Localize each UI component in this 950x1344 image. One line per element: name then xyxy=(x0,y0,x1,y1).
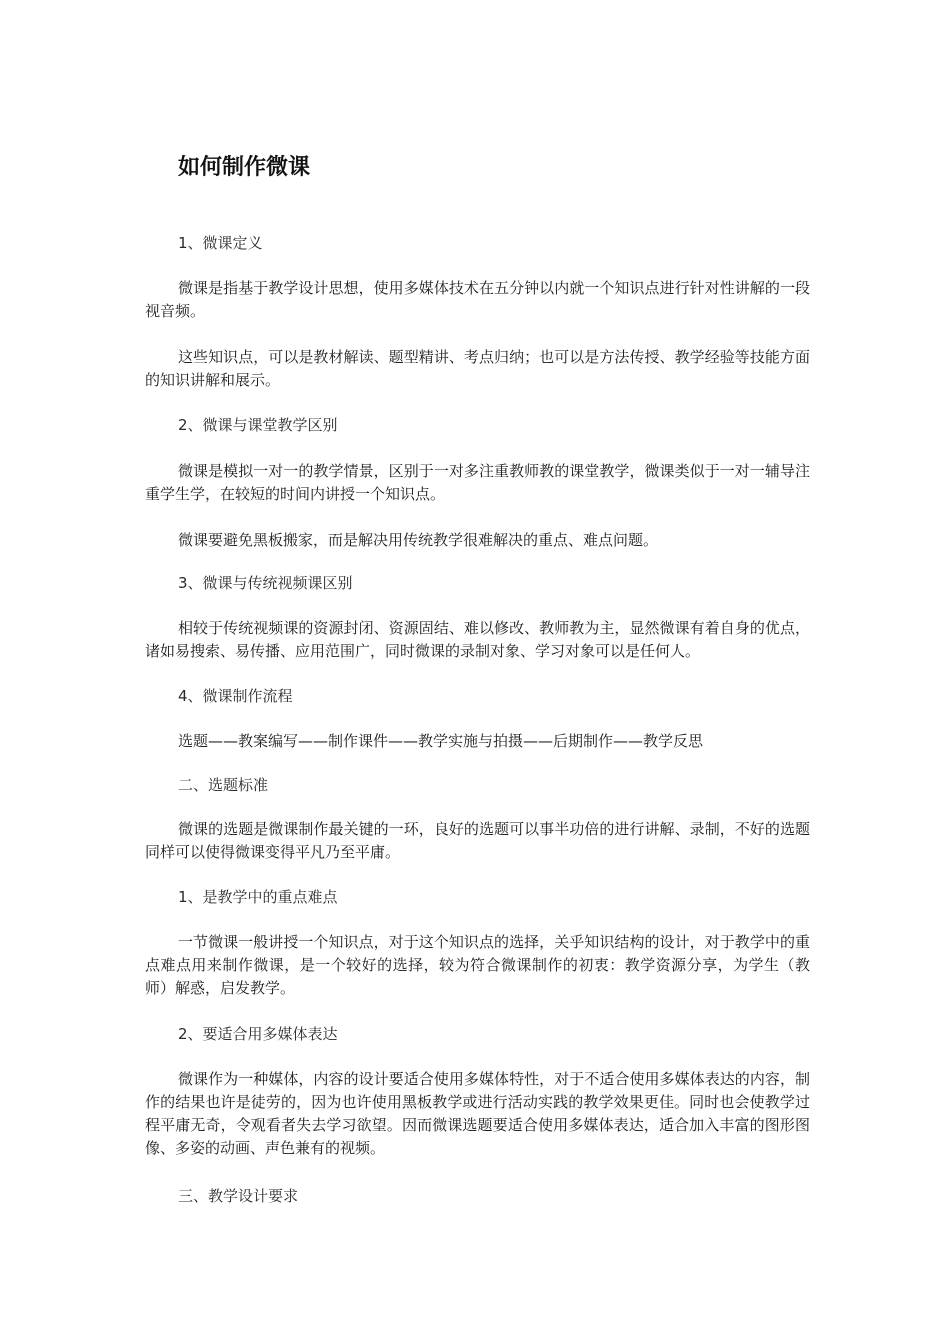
paragraph xyxy=(145,818,810,864)
section-heading xyxy=(145,414,810,437)
heading-text: 二、选题标准 xyxy=(178,776,269,794)
section-heading xyxy=(145,572,810,595)
paragraph xyxy=(145,931,810,1000)
paragraph-text: 微课的选题是微课制作最关键的一环，良好的选题可以事半功倍的进行讲解、录制，不好的选题同样可以使得微课变得平凡乃至平庸。 xyxy=(145,820,810,861)
section-heading xyxy=(145,774,810,797)
paragraph xyxy=(145,277,810,323)
paragraph xyxy=(145,617,810,663)
heading-text: 4、微课制作流程 xyxy=(178,687,293,705)
section-heading xyxy=(145,1185,810,1208)
section-heading xyxy=(145,886,810,909)
paragraph-text: 选题——教案编写——制作课件——教学实施与拍摄——后期制作——教学反思 xyxy=(178,732,704,750)
heading-text: 2、要适合用多媒体表达 xyxy=(178,1025,338,1043)
paragraph xyxy=(145,460,810,506)
paragraph-text: 微课是模拟一对一的教学情景，区别于一对多注重教师教的课堂教学，微课类似于一对一辅导注重学生学，在较短的时间内讲授一个知识点。 xyxy=(145,462,810,503)
heading-text: 3、微课与传统视频课区别 xyxy=(178,574,353,592)
section-heading xyxy=(145,685,810,708)
paragraph xyxy=(145,1068,810,1160)
heading-text: 1、微课定义 xyxy=(178,234,263,252)
paragraph xyxy=(145,346,810,392)
heading-text: 1、是教学中的重点难点 xyxy=(178,888,338,906)
heading-text: 2、微课与课堂教学区别 xyxy=(178,416,338,434)
heading-text: 三、教学设计要求 xyxy=(178,1187,299,1205)
section-heading xyxy=(145,1023,810,1046)
section-heading xyxy=(145,232,810,255)
paragraph-text: 微课作为一种媒体，内容的设计要适合使用多媒体特性，对于不适合使用多媒体表达的内容，制作的结果也许是徒劳的，因为也许使用黑板教学或进行活动实践的教学效果更佳。同时也会使教学过程平庸无奇，令观看者失去学习欲望。因而微课选题要适合使用多媒体表达，适合加入丰富的图形图像、多姿的动画、声色兼有的视频。 xyxy=(145,1070,810,1157)
paragraph-text: 这些知识点，可以是教材解读、题型精讲、考点归纳；也可以是方法传授、教学经验等技能方面的知识讲解和展示。 xyxy=(145,348,810,389)
paragraph-text: 微课要避免黑板搬家，而是解决用传统教学很难解决的重点、难点问题。 xyxy=(178,531,659,549)
paragraph-text: 相较于传统视频课的资源封闭、资源固结、难以修改、教师教为主，显然微课有着自身的优点，诸如易搜索、易传播、应用范围广，同时微课的录制对象、学习对象可以是任何人。 xyxy=(145,619,810,660)
paragraph xyxy=(145,730,810,753)
paragraph xyxy=(145,529,810,552)
paragraph-text: 微课是指基于教学设计思想，使用多媒体技术在五分钟以内就一个知识点进行针对性讲解的一段视音频。 xyxy=(145,279,810,320)
document-title: 如何制作微课 xyxy=(178,155,311,180)
paragraph-text: 一节微课一般讲授一个知识点，对于这个知识点的选择，关乎知识结构的设计，对于教学中的重点难点用来制作微课，是一个较好的选择，较为符合微课制作的初衷：教学资源分享，为学生（教师）解惑，启发教学。 xyxy=(145,933,810,997)
